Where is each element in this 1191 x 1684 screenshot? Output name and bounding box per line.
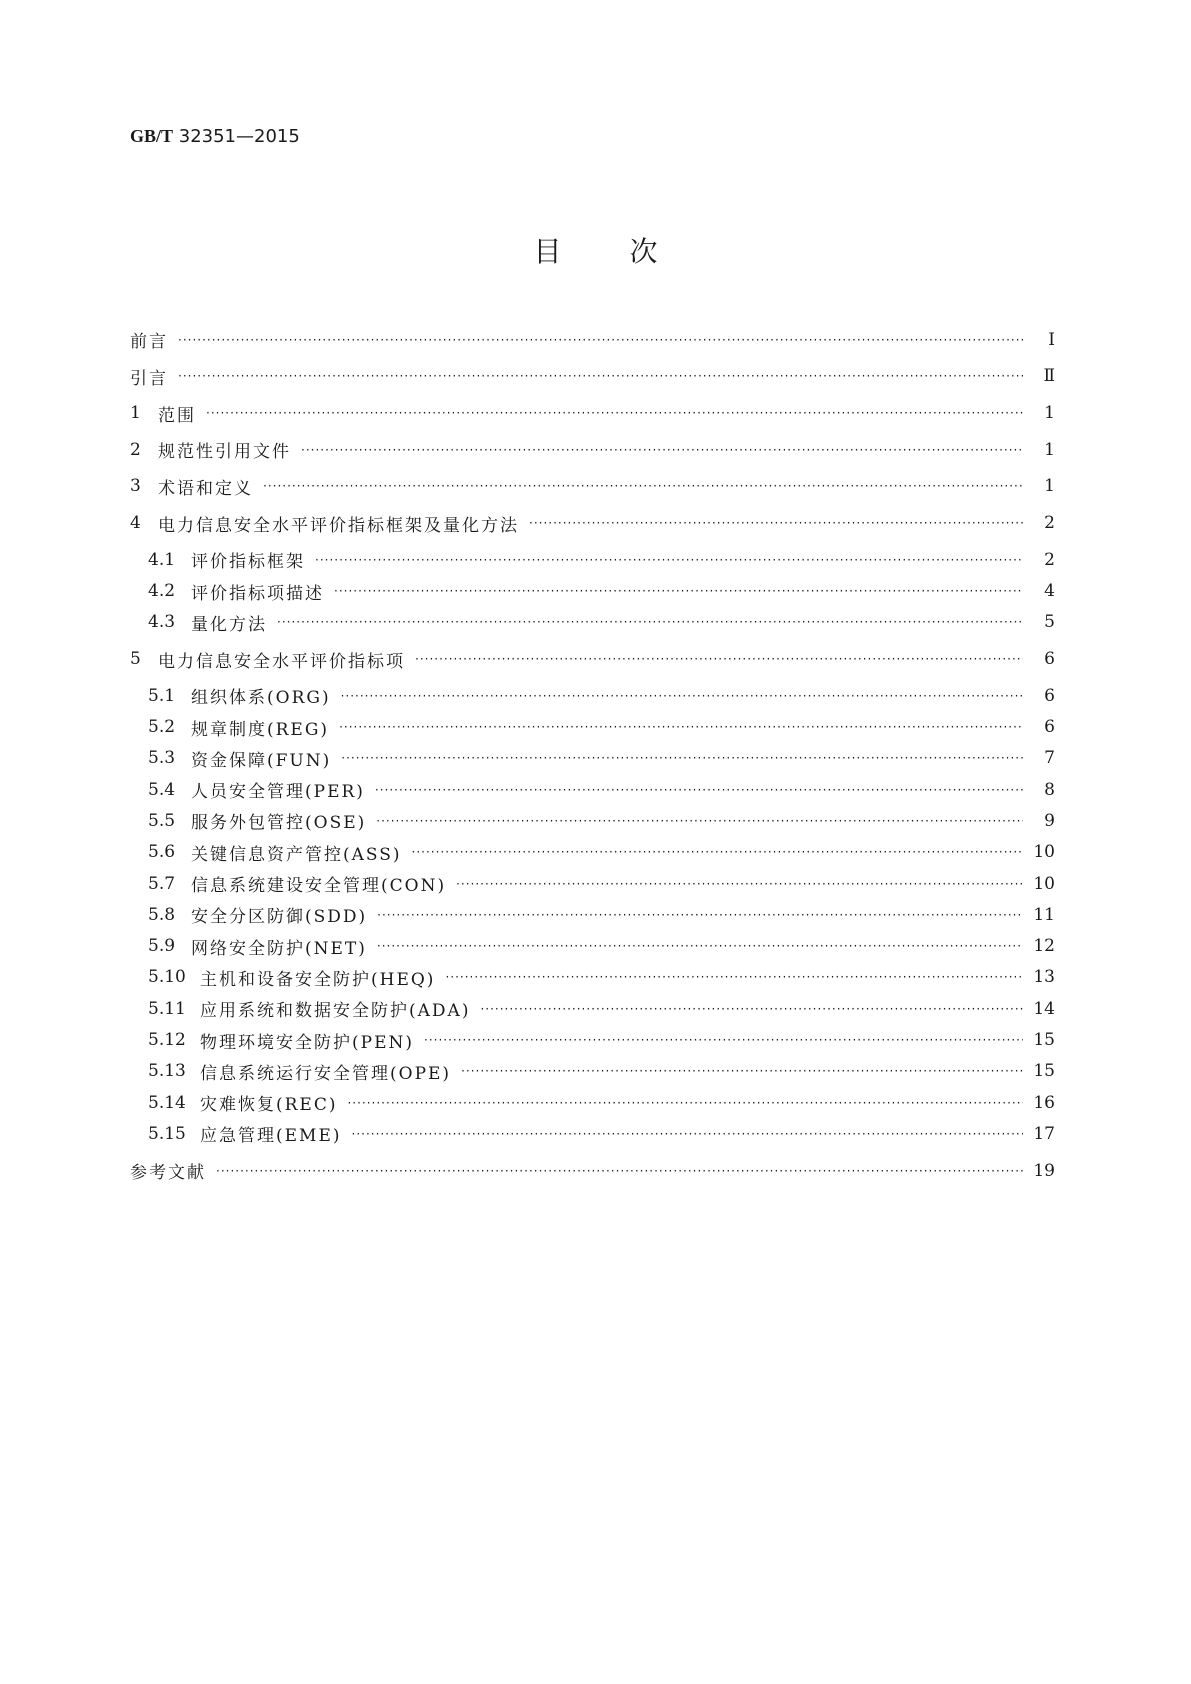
dot-leader <box>178 369 1023 383</box>
toc-entry-page: 6 <box>1044 717 1055 738</box>
toc-entry-page: 2 <box>1044 513 1055 534</box>
toc-entry-title: 规章制度(REG) <box>191 719 330 740</box>
toc-entry[interactable] <box>130 643 1055 674</box>
toc-entry[interactable] <box>130 899 1055 930</box>
dot-leader <box>480 1002 1023 1016</box>
dot-leader <box>341 751 1023 765</box>
toc-entry-page: 13 <box>1033 967 1055 988</box>
toc-entry-page: 19 <box>1033 1160 1055 1181</box>
title-char: 次 <box>629 235 658 268</box>
toc-entry[interactable] <box>130 962 1055 993</box>
toc-entry-title: 参考文献 <box>130 1163 206 1184</box>
toc-entry-page: 6 <box>1044 685 1055 706</box>
toc-entry-number: 4.1 <box>148 549 176 570</box>
toc-entry-number: 5.12 <box>148 1030 186 1050</box>
toc-entry-number: 4 <box>130 513 141 534</box>
toc-entry-number: 5.5 <box>148 810 176 831</box>
toc-entry[interactable] <box>130 544 1055 575</box>
dot-leader <box>352 1127 1024 1141</box>
toc-entry-title: 电力信息安全水平评价指标项 <box>158 651 405 672</box>
toc-entry-page: 10 <box>1033 842 1055 863</box>
dot-leader <box>334 584 1023 598</box>
toc-entry-title: 应急管理(EME) <box>200 1126 342 1147</box>
toc-entry[interactable] <box>130 1056 1055 1087</box>
toc-entry-page: 1 <box>1044 476 1055 497</box>
toc-entry[interactable] <box>130 743 1055 774</box>
standard-code: 32351—2015 <box>178 126 300 147</box>
toc-entry-title: 范围 <box>158 405 196 426</box>
toc-entry-number: 1 <box>130 403 141 424</box>
toc-entry-title: 关键信息资产管控(ASS) <box>191 844 402 865</box>
toc-entry-page: Ⅰ <box>1048 329 1055 350</box>
toc-entry-page: 4 <box>1044 581 1055 602</box>
toc-entry-title: 规范性引用文件 <box>158 442 291 463</box>
dot-leader <box>263 479 1023 493</box>
toc-entry-title: 信息系统建设安全管理(CON) <box>191 876 447 897</box>
toc-entry[interactable] <box>130 1118 1055 1149</box>
toc-entry-title: 人员安全管理(PER) <box>191 782 365 803</box>
toc-entry-page: 12 <box>1033 936 1055 957</box>
dot-leader <box>347 1096 1023 1110</box>
toc-entry[interactable] <box>130 1087 1055 1118</box>
toc-entry-title: 引言 <box>130 368 168 389</box>
toc-entry[interactable] <box>130 324 1055 355</box>
dot-leader <box>377 908 1023 922</box>
dot-leader <box>339 720 1023 734</box>
toc-entry-title: 主机和设备安全防护(HEQ) <box>200 969 436 990</box>
standard-number <box>130 126 300 147</box>
toc-entry-page: 15 <box>1033 1061 1055 1082</box>
dot-leader <box>456 877 1023 891</box>
dot-leader <box>341 689 1023 703</box>
toc-entry[interactable] <box>130 930 1055 961</box>
toc-entry-number: 4.3 <box>148 612 176 633</box>
dot-leader <box>415 652 1023 666</box>
toc-entry-title: 安全分区防御(SDD) <box>191 907 368 928</box>
toc-entry[interactable] <box>130 575 1055 606</box>
toc-entry[interactable] <box>130 993 1055 1024</box>
toc-entry-title: 网络安全防护(NET) <box>191 938 367 959</box>
toc-entry-number: 5.3 <box>148 748 176 769</box>
toc-entry-title: 服务外包管控(OSE) <box>191 813 367 834</box>
toc-entry[interactable] <box>130 711 1055 742</box>
toc-entry-page: 1 <box>1044 439 1055 460</box>
toc-entry-title: 术语和定义 <box>158 478 253 499</box>
dot-leader <box>529 516 1023 530</box>
toc-entry-number: 5 <box>130 649 141 670</box>
dot-leader <box>376 814 1023 828</box>
toc-entry-number: 5.14 <box>148 1092 186 1113</box>
toc-entry-number: 5.4 <box>148 779 176 800</box>
dot-leader <box>216 1164 1023 1178</box>
toc-entry[interactable] <box>130 361 1055 392</box>
dot-leader <box>445 970 1023 984</box>
toc-entry-number: 5.15 <box>148 1123 186 1144</box>
toc-entry-number: 5.6 <box>148 842 176 863</box>
dot-leader <box>301 443 1023 457</box>
dot-leader <box>461 1064 1023 1078</box>
toc-entry-page: 14 <box>1033 998 1055 1019</box>
toc-entry-number: 3 <box>130 476 141 497</box>
toc-entry-number: 5.1 <box>148 685 176 706</box>
dot-leader <box>424 1033 1023 1047</box>
toc-entry-page: 10 <box>1033 873 1055 894</box>
toc-entry-page: Ⅱ <box>1043 366 1055 387</box>
toc-entry-title: 物理环境安全防护(PEN) <box>200 1032 414 1053</box>
toc-entry-title: 应用系统和数据安全防护(ADA) <box>200 1001 471 1022</box>
toc-entry[interactable] <box>130 805 1055 836</box>
toc-entry[interactable] <box>130 680 1055 711</box>
toc-entry[interactable] <box>130 868 1055 899</box>
dot-leader <box>377 939 1023 953</box>
toc-entry-title: 资金保障(FUN) <box>191 750 332 771</box>
toc-entry-number: 5.2 <box>148 717 176 738</box>
toc-entry-title: 评价指标项描述 <box>191 583 324 604</box>
toc-entry-page: 6 <box>1044 649 1055 670</box>
toc-entry-page: 7 <box>1044 748 1055 769</box>
toc-entry[interactable] <box>130 434 1055 465</box>
dot-leader <box>277 615 1023 629</box>
toc-entry-number: 5.10 <box>148 967 186 988</box>
toc-entry-title: 组织体系(ORG) <box>191 688 331 709</box>
toc-entry[interactable] <box>130 507 1055 538</box>
toc-entry-page: 17 <box>1033 1123 1055 1144</box>
toc-entry[interactable] <box>130 1024 1055 1055</box>
toc-entry-page: 2 <box>1044 549 1055 570</box>
toc-entry[interactable] <box>130 837 1055 868</box>
toc-entry-number: 4.2 <box>148 581 176 602</box>
toc-entry-number: 5.8 <box>148 904 176 925</box>
toc-entry-page: 5 <box>1044 612 1055 633</box>
toc-entry-number: 5.13 <box>148 1061 186 1082</box>
toc-entry-page: 11 <box>1033 904 1055 925</box>
toc-entry[interactable] <box>130 607 1055 638</box>
dot-leader <box>206 406 1023 420</box>
toc-entry-page: 9 <box>1044 810 1055 831</box>
toc-entry[interactable] <box>130 397 1055 428</box>
dot-leader <box>375 783 1023 797</box>
toc-entry[interactable] <box>130 471 1055 502</box>
toc-entry-number: 5.7 <box>148 873 176 894</box>
title-char: 目 <box>533 235 562 268</box>
toc-entry[interactable] <box>130 1155 1055 1186</box>
dot-leader <box>412 845 1023 859</box>
standard-prefix: GB/T <box>130 126 174 146</box>
toc-entry-title: 灾难恢复(REC) <box>200 1095 338 1116</box>
toc-entry-title: 量化方法 <box>191 614 267 635</box>
toc-entry-title: 信息系统运行安全管理(OPE) <box>200 1063 452 1084</box>
page-title <box>0 230 1191 270</box>
table-of-contents <box>130 324 1055 1186</box>
toc-entry-page: 1 <box>1044 403 1055 424</box>
toc-entry-page: 16 <box>1033 1092 1055 1113</box>
toc-entry[interactable] <box>130 774 1055 805</box>
toc-entry-page: 15 <box>1033 1030 1055 1050</box>
toc-entry-number: 5.11 <box>148 998 186 1019</box>
dot-leader <box>315 553 1023 567</box>
toc-entry-number: 5.9 <box>148 936 176 957</box>
dot-leader <box>178 333 1023 347</box>
toc-entry-title: 评价指标框架 <box>191 552 305 573</box>
toc-entry-title: 前言 <box>130 332 168 353</box>
toc-entry-title: 电力信息安全水平评价指标框架及量化方法 <box>158 515 519 536</box>
toc-entry-page: 8 <box>1044 779 1055 800</box>
toc-entry-number: 2 <box>130 439 141 460</box>
